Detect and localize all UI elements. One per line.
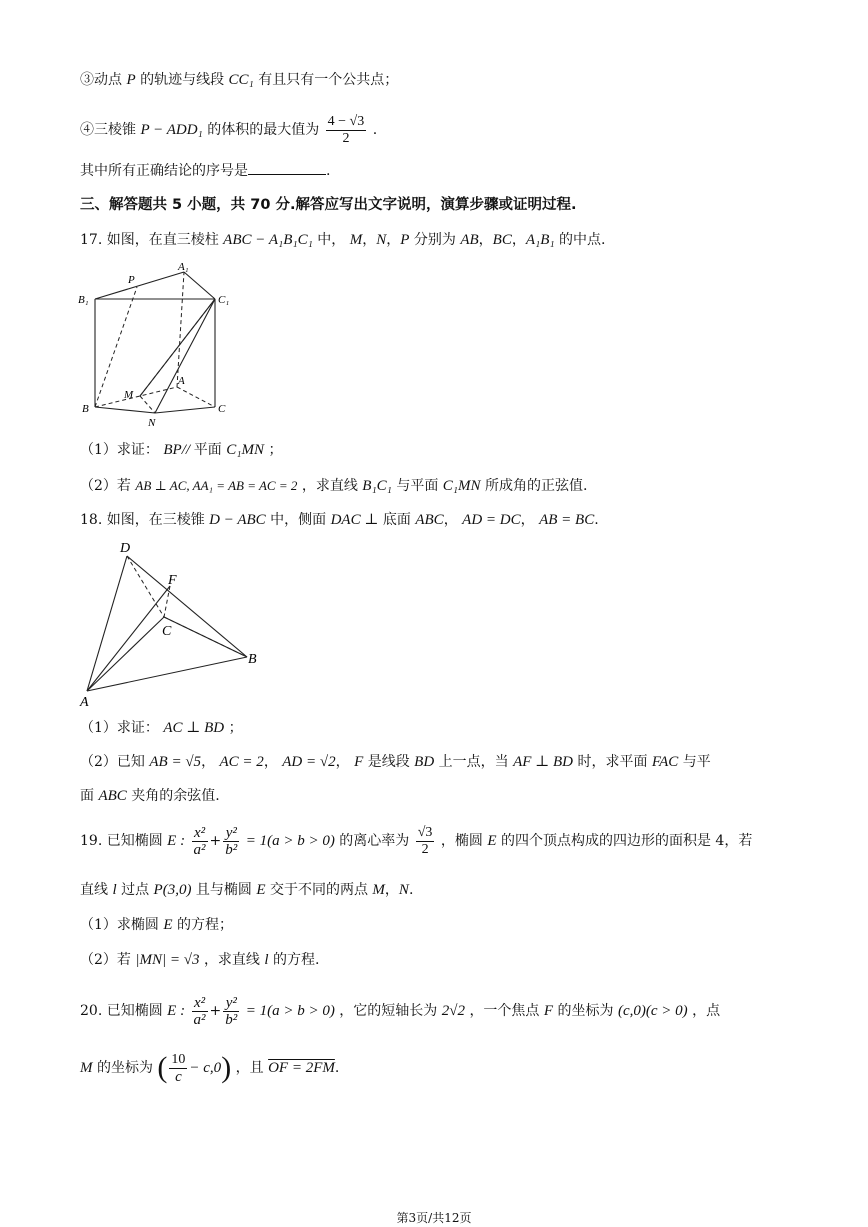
text: 其中所有正确结论的序号是 [80, 163, 248, 179]
coord-rest: − c,0 [189, 1060, 222, 1076]
text: 过点 [121, 882, 150, 898]
text: 且与椭圆 [195, 882, 252, 898]
ellipse-label: E : [167, 1003, 186, 1019]
text: 的四个顶点构成的四边形的面积是 4，若 [500, 833, 753, 849]
q16-item3 [80, 70, 398, 90]
point-f: F [354, 754, 364, 770]
ellipse-label: E : [167, 833, 186, 849]
frac-x [192, 995, 208, 1028]
text: 上一点，当 [438, 754, 509, 770]
text: ， [335, 754, 350, 770]
max-volume-fraction [326, 114, 367, 147]
label-p: P [128, 274, 135, 286]
text: （2）若 [80, 952, 131, 968]
frac-x [192, 825, 208, 858]
ac: AC = 2 [219, 754, 264, 770]
text: 面 [80, 788, 94, 804]
var-l: l [112, 882, 117, 898]
denominator: a² [193, 1011, 206, 1028]
text: ，且 [235, 1060, 264, 1076]
frac-y [223, 995, 239, 1028]
plus: + [209, 1003, 222, 1019]
q17-prism-figure [78, 258, 248, 430]
var-m: M [372, 882, 385, 898]
label-c: C [162, 624, 172, 639]
text: ； [228, 720, 243, 736]
numerator: x² [192, 825, 208, 842]
q18-part1 [80, 718, 243, 738]
q19-part1 [80, 915, 233, 935]
text: 中， [317, 232, 346, 248]
equation: = 1(a > b > 0) [245, 1003, 335, 1019]
text: （1）求证： [80, 720, 159, 736]
seg-a1b1: A₁B₁ [525, 232, 555, 248]
right-paren: ) [221, 1051, 232, 1084]
q18-stem [80, 510, 599, 530]
circle-num-4: ④ [80, 122, 94, 138]
ad: AD = √2 [282, 754, 336, 770]
text: （2）若 [80, 478, 131, 494]
denominator: b² [225, 841, 238, 858]
text: 的体积的最大值为 [207, 122, 320, 138]
text: 17. 如图，在直三棱柱 [80, 232, 219, 248]
text: ，椭圆 [440, 833, 483, 849]
text: 底面 [382, 512, 411, 528]
text: . [326, 163, 331, 179]
var-e: E [256, 882, 266, 898]
expr: BP// [163, 442, 194, 458]
numerator: √3 [417, 824, 433, 840]
text: . [594, 512, 599, 528]
q18-part2 [80, 752, 711, 772]
label-b: B [82, 403, 89, 415]
text: ， [520, 512, 535, 528]
seg-bd: BD [414, 754, 435, 770]
minor-axis: 2√2 [441, 1003, 465, 1019]
var-n: N [376, 232, 387, 248]
condition: AB ⊥ AC, AA₁ = AB = AC = 2 [135, 478, 298, 493]
text: ， [386, 232, 401, 248]
text: 19. 已知椭圆 [80, 833, 163, 849]
face: DAC ⊥ [330, 512, 379, 528]
text: ； [268, 442, 283, 458]
text: 夹角的余弦值. [131, 788, 220, 804]
text: 的中点. [559, 232, 606, 248]
text: ，点 [692, 1003, 721, 1019]
text: ，求直线 [203, 952, 260, 968]
plane-fac: FAC [651, 754, 679, 770]
q19-stem [80, 822, 752, 860]
page-footer: 第3页/共12页 [396, 1211, 472, 1225]
var-p: P [126, 72, 136, 88]
numerator: y² [223, 995, 239, 1012]
q16-ask [80, 160, 330, 181]
numerator: x² [192, 995, 208, 1012]
text: 所成角的正弦值. [484, 478, 588, 494]
plane-abc: ABC [98, 788, 127, 804]
label-b: B [248, 652, 257, 667]
q17-stem [80, 230, 606, 250]
label-b1: B₁ [78, 294, 89, 306]
base: ABC [415, 512, 444, 528]
vector-eq: OF = 2FM [268, 1060, 335, 1076]
q20-line2 [80, 1048, 339, 1088]
answer-blank [248, 160, 326, 175]
seg-ab: AB [460, 232, 479, 248]
var-p: P [400, 232, 410, 248]
q19-part2 [80, 950, 319, 970]
text: ， [443, 512, 458, 528]
text: （1）求证： [80, 442, 159, 458]
text: 三棱锥 [94, 122, 136, 138]
text: . [408, 882, 414, 898]
text: （2）已知 [80, 754, 145, 770]
text: . [334, 1060, 340, 1076]
plane-c1mn: C₁MN [442, 478, 481, 494]
text: ， [511, 232, 526, 248]
focus-coord: (c,0)(c > 0) [617, 1003, 688, 1019]
text: 动点 [94, 72, 122, 88]
point-m: M [80, 1060, 93, 1076]
text: 的方程； [177, 917, 233, 933]
q20-stem [80, 992, 720, 1030]
q17-part1 [80, 440, 282, 460]
text: ， [384, 882, 399, 898]
denominator: 2 [421, 841, 429, 857]
q19-line2 [80, 880, 413, 900]
text: 20. 已知椭圆 [80, 1003, 163, 1019]
var-n: N [398, 882, 409, 898]
text: ， [201, 754, 216, 770]
text: 中，侧面 [270, 512, 327, 528]
eq1: AD = DC [462, 512, 521, 528]
mn-length: |MN| = √3 [135, 952, 200, 968]
text: 是线段 [367, 754, 410, 770]
text: 的轨迹与线段 [140, 72, 225, 88]
circle-num-3: ③ [80, 72, 94, 88]
coord-fraction [169, 1052, 187, 1085]
denominator: a² [193, 841, 206, 858]
label-a: A [178, 375, 185, 387]
text: . [372, 122, 378, 138]
eq2: AB = BC [539, 512, 595, 528]
left-paren: ( [157, 1051, 168, 1084]
text: 的方程. [273, 952, 320, 968]
label-a1: A₁ [178, 261, 189, 273]
section-heading: 三、解答题共 5 小题，共 70 分.解答应写出文字说明，演算步骤或证明过程. [80, 197, 577, 213]
text: 有且只有一个公共点； [258, 72, 399, 88]
text: 的坐标为 [96, 1060, 153, 1076]
text: （1）求椭圆 [80, 917, 159, 933]
q18-pyramid-figure [78, 536, 268, 710]
plane-c1mn: C₁MN [226, 442, 264, 458]
label-a: A [80, 695, 89, 710]
label-d: D [120, 541, 131, 556]
fraction-denominator: 2 [342, 130, 350, 146]
text: 与平 [682, 754, 711, 770]
text: ， [478, 232, 493, 248]
text: 的离心率为 [339, 833, 410, 849]
prism: ABC − A₁B₁C₁ [223, 232, 313, 248]
text: 分别为 [413, 232, 456, 248]
text: 18. 如图，在三棱锥 [80, 512, 205, 528]
text: 与平面 [396, 478, 439, 494]
var-l: l [264, 952, 269, 968]
fraction-numerator: 4 − √3 [327, 113, 365, 129]
label-c1: C₁ [218, 294, 230, 306]
focus-f: F [543, 1003, 554, 1019]
text: 时，求平面 [577, 754, 648, 770]
ab: AB = √5 [149, 754, 202, 770]
text: 的坐标为 [557, 1003, 614, 1019]
label-f: F [168, 573, 177, 588]
text: ， [263, 754, 278, 770]
text: 平面 [193, 442, 222, 458]
perp: AF ⊥ BD [513, 754, 573, 770]
var-e: E [163, 917, 173, 933]
var-e: E [487, 833, 497, 849]
var-m: M [349, 232, 363, 248]
segment-cc1: CC₁ [228, 72, 254, 88]
text: ，它的短轴长为 [339, 1003, 438, 1019]
text: ，一个焦点 [469, 1003, 540, 1019]
line-b1c1: B₁C₁ [362, 478, 392, 494]
frac-y [223, 825, 239, 858]
text: 交于不同的两点 [269, 882, 368, 898]
text: 直线 [80, 882, 108, 898]
point-p: P(3,0) [153, 882, 192, 898]
expr: AC ⊥ BD [163, 720, 225, 736]
denominator: c [175, 1068, 182, 1085]
numerator: 10 [171, 1051, 186, 1067]
q16-item4 [80, 112, 377, 148]
solid-p-add1: P − ADD₁ [140, 122, 203, 138]
q18-part2-cont [80, 786, 220, 806]
label-m: M [124, 389, 134, 401]
q17-part2 [80, 476, 587, 496]
equation: = 1(a > b > 0) [245, 833, 335, 849]
label-n: N [148, 417, 156, 429]
eccentricity [416, 825, 435, 858]
text: ， [362, 232, 377, 248]
denominator: b² [225, 1011, 238, 1028]
label-c: C [218, 403, 226, 415]
solid: D − ABC [209, 512, 266, 528]
text: ，求直线 [301, 478, 358, 494]
seg-bc: BC [492, 232, 512, 248]
plus: + [209, 833, 222, 849]
numerator: y² [223, 825, 239, 842]
